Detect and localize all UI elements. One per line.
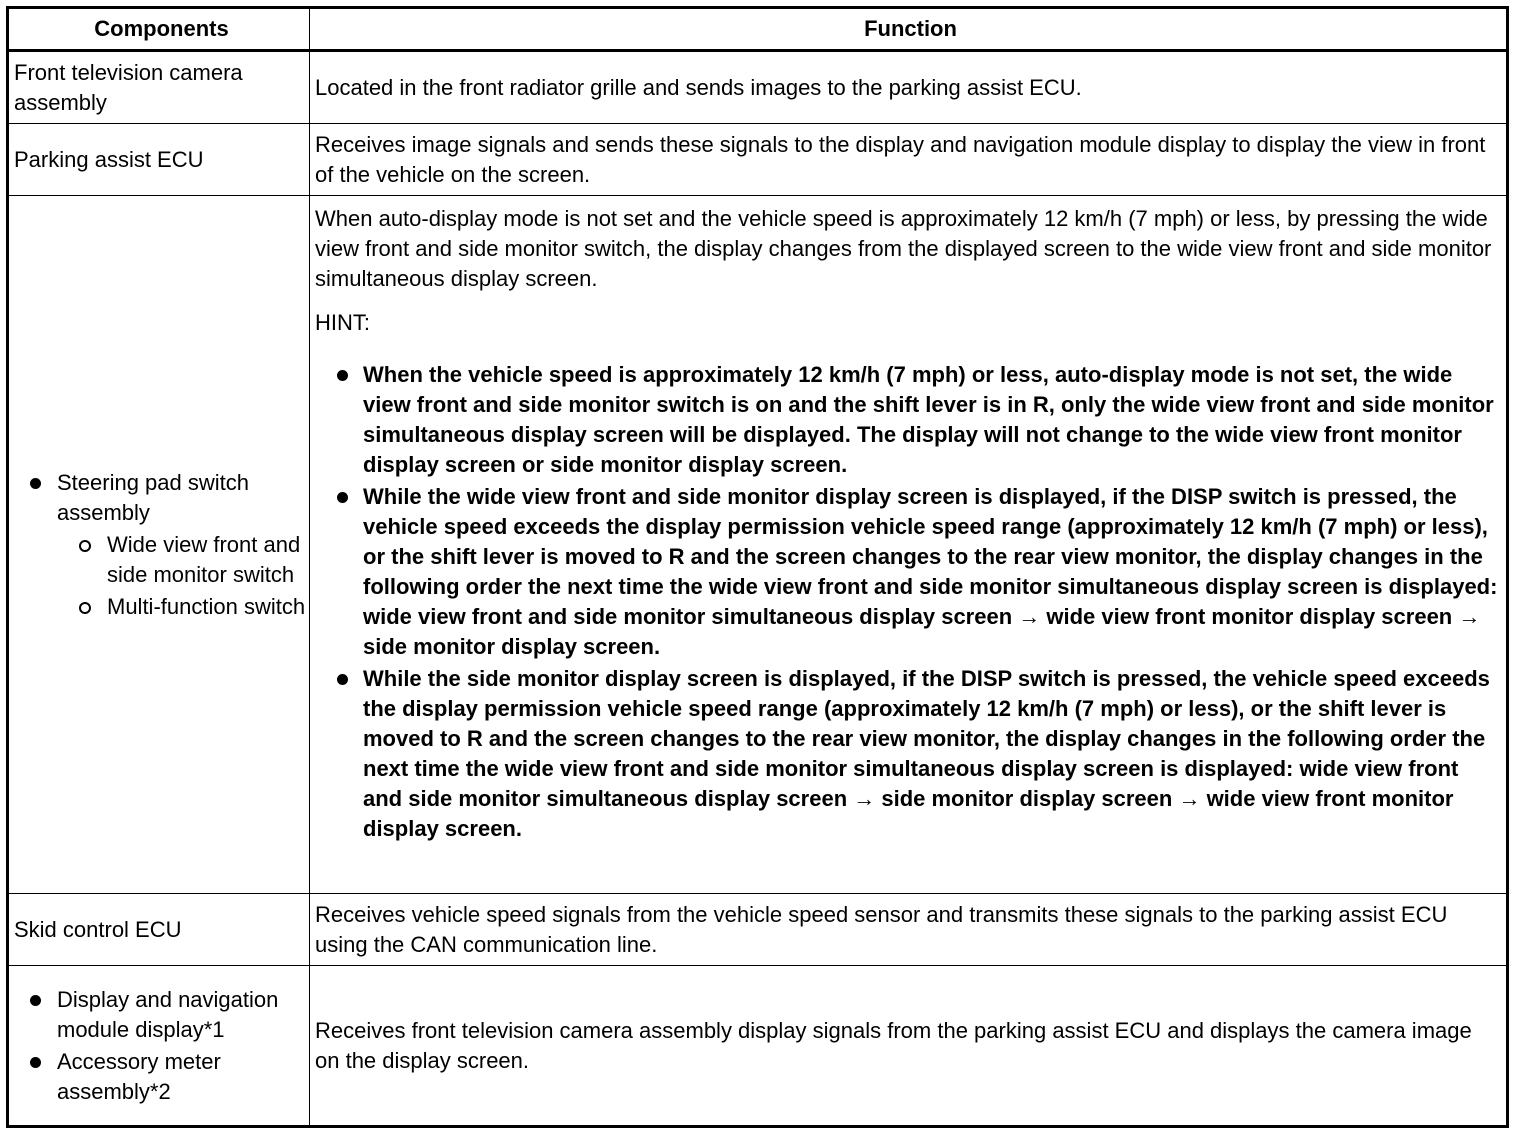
component-sub-name: Multi-function switch	[107, 593, 306, 619]
component-sublist	[9, 530, 309, 622]
list-item	[9, 985, 309, 1045]
table-row	[8, 894, 1508, 966]
component-sub-name: Wide view front and side monitor switch	[107, 531, 301, 587]
component-list	[9, 468, 309, 528]
component-cell	[8, 196, 310, 894]
function-text: Located in the front radiator grille and sends images to the parking assist ECU.	[315, 74, 1082, 100]
hint-list	[315, 360, 1500, 844]
component-name: Steering pad switch assembly	[57, 469, 249, 525]
table-row	[8, 124, 1508, 196]
function-cell	[310, 966, 1508, 1127]
hint-label: HINT:	[315, 310, 370, 335]
hint-item: When the vehicle speed is approximately 12 km/h (7 mph) or less, auto-display mode is not set, the wide view front and side monitor switch is on and the shift lever is in R, only the wide view front and side monitor simultaneous display screen will be displayed. The display will not change to the wide view front monitor display screen or side monitor display screen.	[315, 360, 1500, 480]
component-cell	[8, 966, 310, 1127]
component-name: Accessory meter assembly*2	[57, 1048, 221, 1104]
component-name: Front television camera assembly	[14, 59, 243, 115]
function-text: When auto-display mode is not set and the vehicle speed is approximately 12 km/h (7 mph) or less, by pressing the wide view front and side monitor switch, the display changes from the displayed screen to the wide view front and side monitor simultaneous display screen.	[315, 206, 1492, 291]
header-components: Components	[8, 8, 310, 51]
table-row	[8, 196, 1508, 894]
function-cell	[310, 124, 1508, 196]
component-name: Parking assist ECU	[14, 146, 204, 172]
function-text: Receives vehicle speed signals from the vehicle speed sensor and transmits these signals to the parking assist ECU using the CAN communication line.	[315, 901, 1448, 957]
component-name: Display and navigation module display*1	[57, 986, 279, 1042]
list-item	[9, 468, 309, 528]
component-name: Skid control ECU	[14, 916, 182, 942]
function-cell	[310, 196, 1508, 894]
function-cell	[310, 894, 1508, 966]
hint-item: While the side monitor display screen is displayed, if the DISP switch is pressed, the vehicle speed exceeds the display permission vehicle speed range (approximately 12 km/h (7 mph) or less), or the shift lever is moved to R and the screen changes to the rear view monitor, the display changes in the following order the next time the wide view front and side monitor simultaneous display screen is displayed: wide view front and side monitor simultaneous display screen → side monitor display screen → wide view front monitor display screen.	[315, 664, 1500, 844]
hint-item: While the wide view front and side monitor display screen is displayed, if the DISP switch is pressed, the vehicle speed exceeds the display permission vehicle speed range (approximately 12 km/h (7 mph) or less), or the shift lever is moved to R and the screen changes to the rear view monitor, the display changes in the following order the next time the wide view front and side monitor simultaneous display screen is displayed: wide view front and side monitor simultaneous display screen → wide view front monitor display screen → side monitor display screen.	[315, 482, 1500, 662]
function-content	[315, 204, 1506, 844]
function-cell	[310, 51, 1508, 124]
components-function-table	[6, 6, 1509, 1128]
header-row	[8, 8, 1508, 51]
list-item	[9, 592, 309, 622]
component-list	[9, 985, 309, 1107]
component-cell	[8, 894, 310, 966]
function-text: Receives front television camera assembly display signals from the parking assist ECU and displays the camera image on the display screen.	[315, 1017, 1472, 1073]
table-row	[8, 966, 1508, 1127]
component-cell	[8, 51, 310, 124]
list-item	[9, 1047, 309, 1107]
function-text: Receives image signals and sends these signals to the display and navigation module display to display the view in front of the vehicle on the screen.	[315, 131, 1486, 187]
list-item	[9, 530, 309, 590]
table-row	[8, 51, 1508, 124]
component-cell	[8, 124, 310, 196]
header-function: Function	[310, 8, 1508, 51]
